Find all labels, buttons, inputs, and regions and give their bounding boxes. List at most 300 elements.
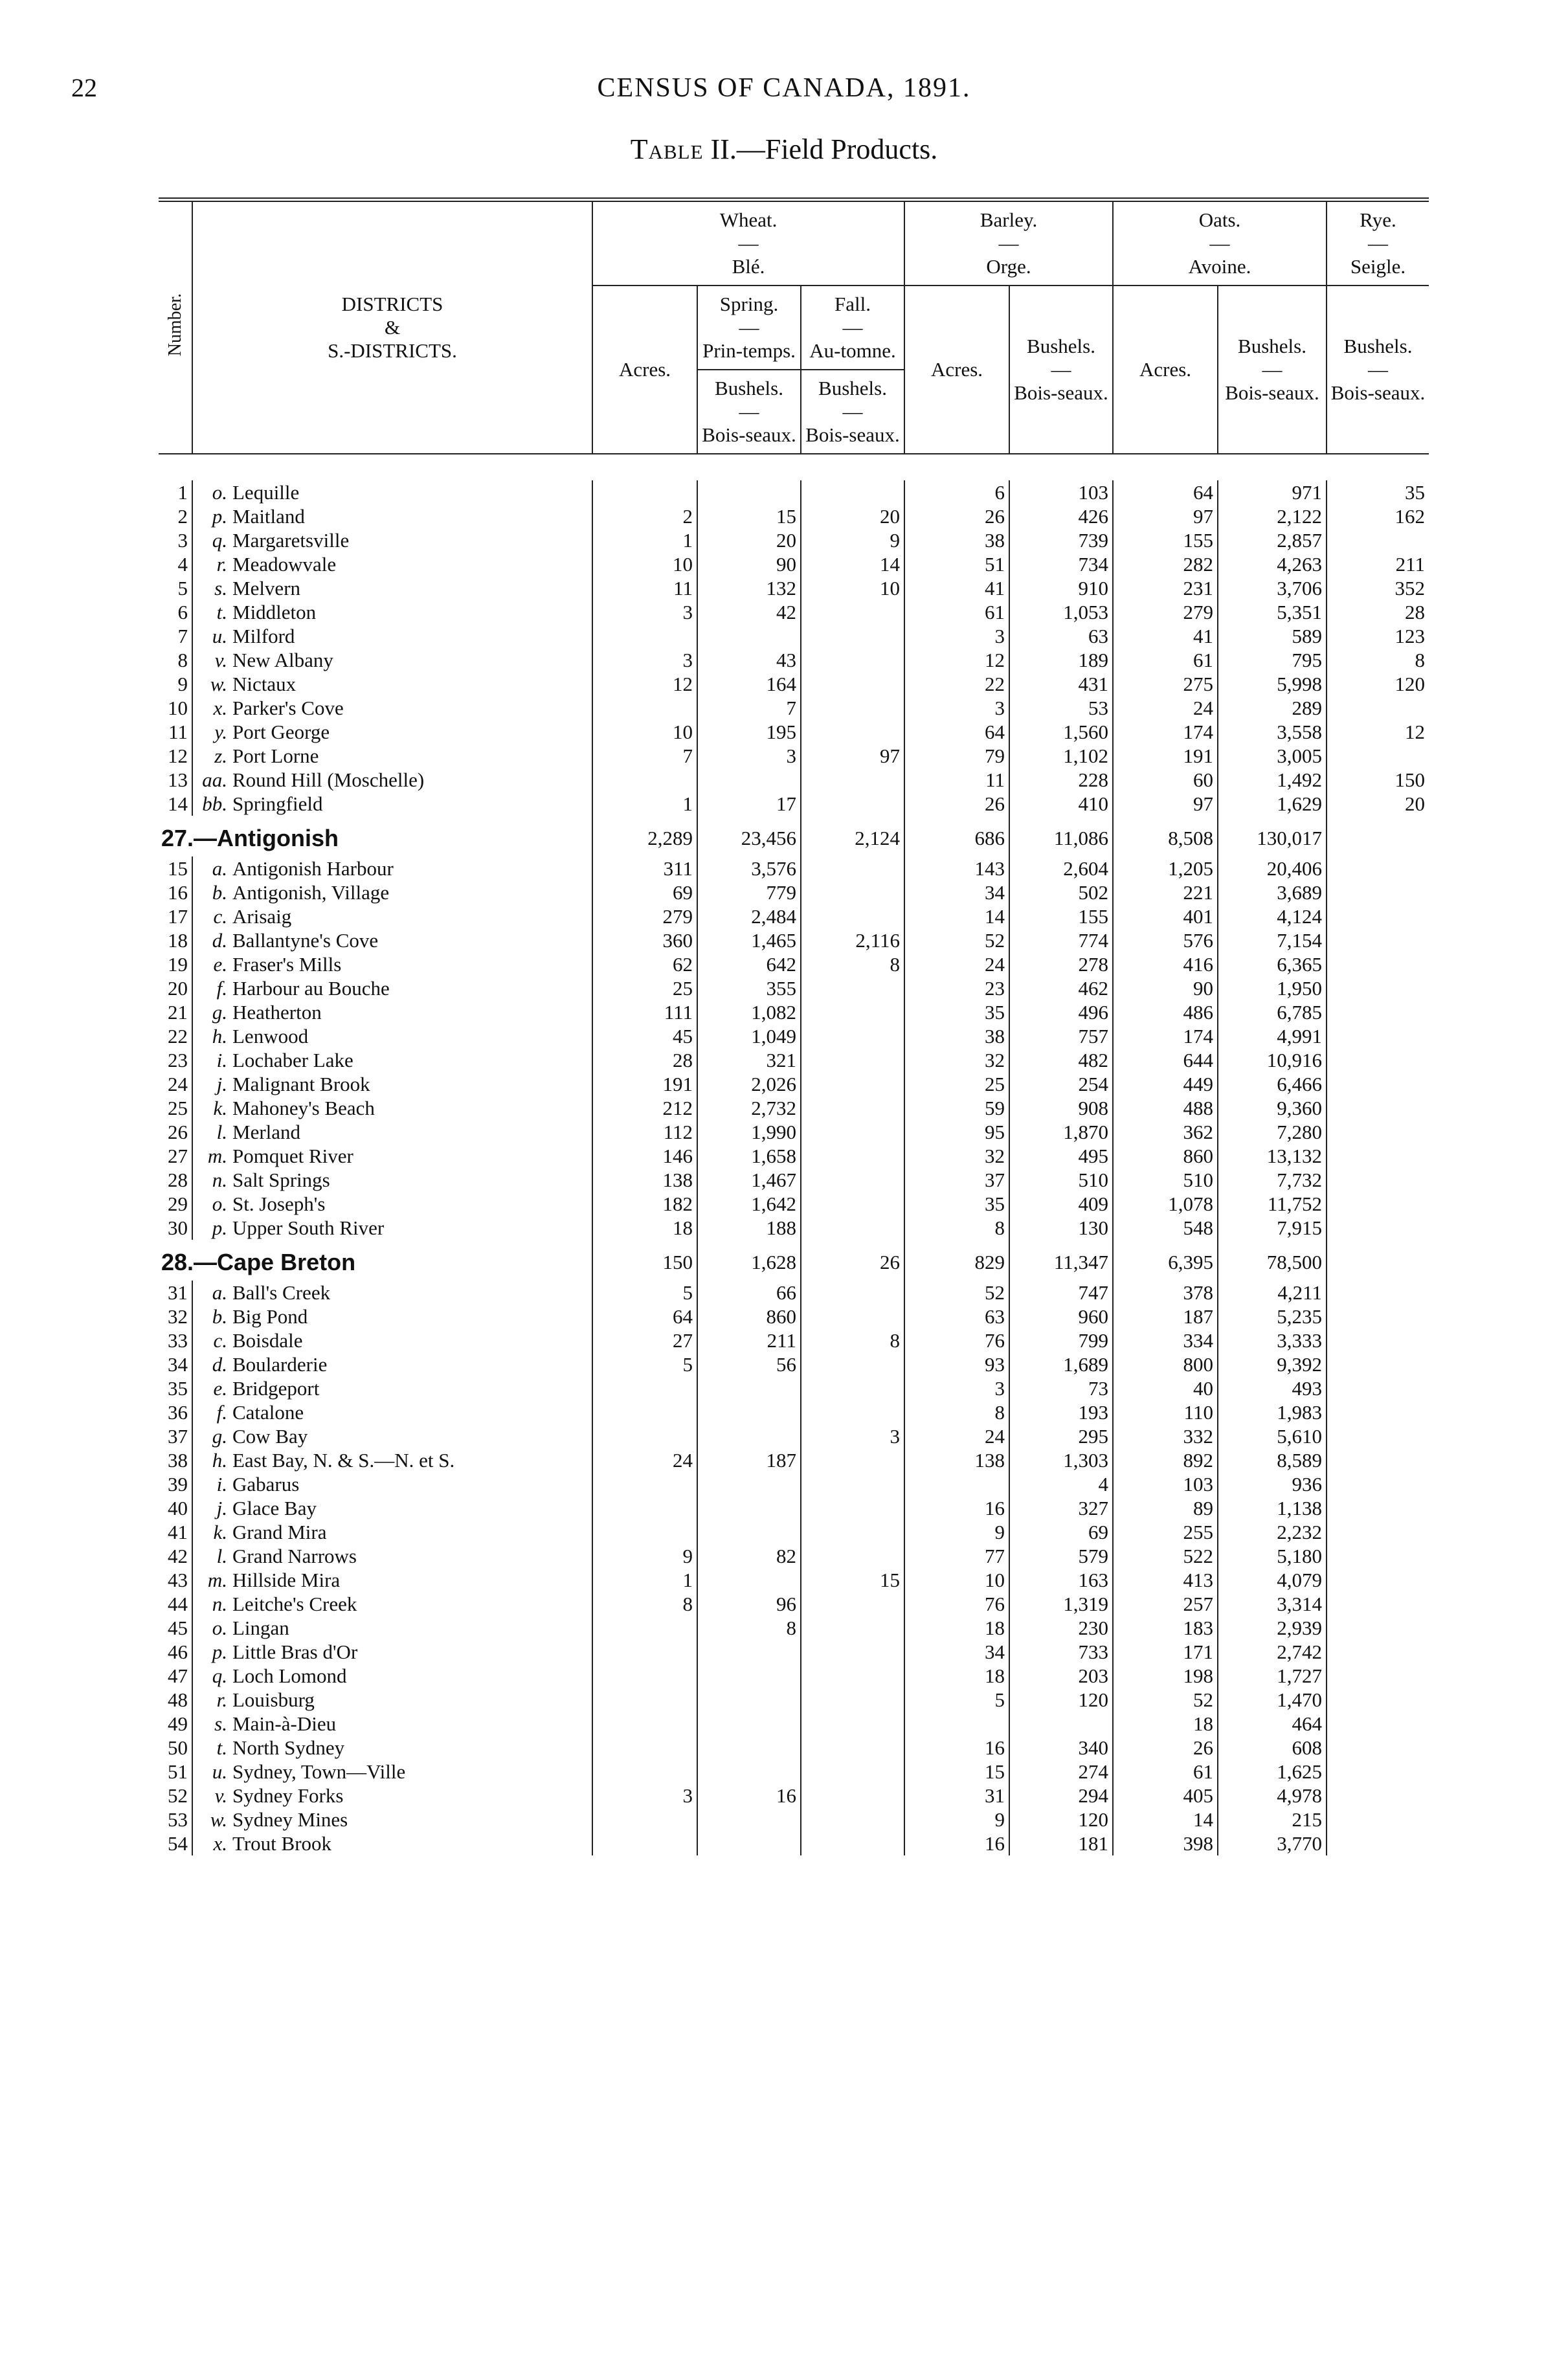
barley-bushels-cell: 278	[1009, 952, 1113, 976]
row-number: 28	[168, 1169, 188, 1191]
wheat-acres-cell: 11	[592, 576, 697, 600]
barley-bushels-cell: 11,086	[1009, 816, 1113, 857]
subdistrict-name: Ball's Creek	[232, 1281, 331, 1304]
wheat-spring-bushels-cell: 355	[697, 976, 801, 1000]
barley-acres-cell	[904, 1712, 1009, 1736]
barley-acres-cell: 93	[904, 1352, 1009, 1376]
oats-acres-cell: 97	[1113, 792, 1218, 816]
table-name: —Field Products.	[736, 133, 938, 165]
wheat-acres-cell: 18	[592, 1216, 697, 1240]
barley-bushels-cell: 2,604	[1009, 857, 1113, 880]
barley-acres-cell: 26	[904, 792, 1009, 816]
table-row	[159, 1000, 1429, 1024]
rye-bushels-cell	[1327, 1784, 1429, 1808]
wheat-fall-bushels-cell	[801, 624, 904, 648]
rye-bushels-cell	[1327, 857, 1429, 880]
wheat-acres-cell	[592, 624, 697, 648]
row-letter: b.	[192, 880, 230, 904]
barley-acres-cell: 63	[904, 1305, 1009, 1328]
wheat-spring-bushels-cell	[697, 624, 801, 648]
row-number: 11	[168, 721, 188, 743]
wheat-spring-bushels-cell	[697, 1400, 801, 1424]
wheat-fall-bushels-cell: 14	[801, 552, 904, 576]
oats-acres-cell: 488	[1113, 1096, 1218, 1120]
oats-acres-cell: 282	[1113, 552, 1218, 576]
barley-bushels-cell: 69	[1009, 1520, 1113, 1544]
wheat-fall-bushels-header: Bushels. — Bois-seaux.	[801, 370, 904, 454]
table-row	[159, 1784, 1429, 1808]
barley-acres-cell: 25	[904, 1072, 1009, 1096]
barley-bushels-cell: 228	[1009, 768, 1113, 792]
subdistrict-name: Parker's Cove	[232, 697, 344, 719]
rye-bushels-cell	[1327, 1096, 1429, 1120]
row-number: 32	[168, 1305, 188, 1328]
wheat-acres-cell: 1	[592, 528, 697, 552]
barley-bushels-cell: 1,689	[1009, 1352, 1113, 1376]
barley-acres-cell: 22	[904, 672, 1009, 696]
table-row	[159, 904, 1429, 928]
oats-acres-cell: 40	[1113, 1376, 1218, 1400]
number-column-header: Number.	[159, 200, 192, 454]
row-letter: u.	[192, 624, 230, 648]
row-number: 23	[168, 1049, 188, 1071]
rye-bushels-cell: 162	[1327, 504, 1429, 528]
row-number: 36	[168, 1401, 188, 1424]
oats-acres-cell: 255	[1113, 1520, 1218, 1544]
subdistrict-name: St. Joseph's	[232, 1193, 326, 1215]
wheat-spring-bushels-cell: 7	[697, 696, 801, 720]
barley-acres-cell: 6	[904, 480, 1009, 504]
oats-bushels-cell: 3,314	[1218, 1592, 1327, 1616]
oats-acres-cell: 221	[1113, 880, 1218, 904]
rye-bushels-cell	[1327, 1352, 1429, 1376]
row-letter: n.	[192, 1592, 230, 1616]
oats-acres-cell: 510	[1113, 1168, 1218, 1192]
wheat-fall-bushels-cell	[801, 1448, 904, 1472]
wheat-fall-bushels-cell	[801, 1712, 904, 1736]
subdistrict-name: Cow Bay	[232, 1425, 308, 1448]
row-letter: q.	[192, 1664, 230, 1688]
subdistrict-name: East Bay, N. & S.—N. et S.	[232, 1449, 455, 1472]
rye-bushels-cell	[1327, 1240, 1429, 1281]
wheat-spring-bushels-cell: 211	[697, 1328, 801, 1352]
wheat-fall-bushels-cell: 3	[801, 1424, 904, 1448]
row-letter: x.	[192, 696, 230, 720]
row-number: 54	[168, 1832, 188, 1855]
rye-bushels-cell	[1327, 1520, 1429, 1544]
oats-bushels-cell: 5,610	[1218, 1424, 1327, 1448]
rye-bushels-cell: 150	[1327, 768, 1429, 792]
oats-acres-cell: 89	[1113, 1496, 1218, 1520]
table-row	[159, 1760, 1429, 1784]
barley-acres-cell: 59	[904, 1096, 1009, 1120]
wheat-spring-bushels-cell: 1,082	[697, 1000, 801, 1024]
wheat-fall-bushels-cell	[801, 1168, 904, 1192]
rye-bushels-cell	[1327, 1000, 1429, 1024]
rye-bushels-cell	[1327, 1376, 1429, 1400]
row-number: 39	[168, 1473, 188, 1495]
row-letter: x.	[192, 1831, 230, 1855]
rye-bushels-cell	[1327, 1424, 1429, 1448]
subdistrict-name: Nictaux	[232, 673, 297, 695]
subdistrict-name: Mahoney's Beach	[232, 1097, 375, 1119]
table-row	[159, 1712, 1429, 1736]
barley-bushels-cell: 426	[1009, 504, 1113, 528]
row-number: 9	[177, 673, 188, 695]
barley-bushels-cell: 295	[1009, 1424, 1113, 1448]
subdistrict-name: Leitche's Creek	[232, 1593, 357, 1615]
subdistrict-name: Meadowvale	[232, 553, 337, 576]
wheat-spring-bushels-cell: 1,049	[697, 1024, 801, 1048]
barley-bushels-cell: 1,560	[1009, 720, 1113, 744]
wheat-fall-bushels-cell	[801, 1808, 904, 1831]
table-row	[159, 1216, 1429, 1240]
wheat-fall-bushels-cell	[801, 1305, 904, 1328]
row-number: 45	[168, 1617, 188, 1639]
barley-acres-header: Acres.	[904, 286, 1009, 454]
table-row	[159, 1024, 1429, 1048]
wheat-spring-bushels-cell: 8	[697, 1616, 801, 1640]
wheat-fall-bushels-cell	[801, 1520, 904, 1544]
barley-bushels-cell: 482	[1009, 1048, 1113, 1072]
oats-acres-cell: 486	[1113, 1000, 1218, 1024]
subdistrict-name: Sydney Mines	[232, 1808, 348, 1831]
subdistrict-name: Ballantyne's Cove	[232, 929, 379, 952]
wheat-acres-cell: 62	[592, 952, 697, 976]
row-letter: v.	[192, 648, 230, 672]
table-row	[159, 1448, 1429, 1472]
wheat-spring-bushels-cell: 3,576	[697, 857, 801, 880]
rye-bushels-cell	[1327, 1072, 1429, 1096]
oats-acres-cell: 155	[1113, 528, 1218, 552]
subdistrict-name: Gabarus	[232, 1473, 300, 1495]
wheat-acres-cell	[592, 1400, 697, 1424]
row-letter: w.	[192, 1808, 230, 1831]
barley-bushels-cell: 410	[1009, 792, 1113, 816]
table-row	[159, 720, 1429, 744]
row-letter: m.	[192, 1568, 230, 1592]
oats-bushels-cell: 13,132	[1218, 1144, 1327, 1168]
oats-bushels-cell: 4,124	[1218, 904, 1327, 928]
wheat-fall-bushels-cell: 8	[801, 952, 904, 976]
wheat-fall-bushels-cell	[801, 1664, 904, 1688]
rye-bushels-cell	[1327, 1472, 1429, 1496]
wheat-fall-bushels-cell	[801, 1784, 904, 1808]
row-letter: g.	[192, 1000, 230, 1024]
rye-bushels-cell	[1327, 1712, 1429, 1736]
wheat-spring-bushels-cell	[697, 1736, 801, 1760]
row-number: 21	[168, 1001, 188, 1024]
wheat-spring-bushels-cell: 1,990	[697, 1120, 801, 1144]
barley-acres-cell: 51	[904, 552, 1009, 576]
wheat-spring-bushels-cell: 20	[697, 528, 801, 552]
rye-bushels-cell	[1327, 928, 1429, 952]
subdistrict-name: Pomquet River	[232, 1145, 353, 1167]
wheat-spring-bushels-cell: 164	[697, 672, 801, 696]
barley-bushels-cell: 739	[1009, 528, 1113, 552]
oats-bushels-cell: 1,629	[1218, 792, 1327, 816]
barley-bushels-cell: 409	[1009, 1192, 1113, 1216]
table-row	[159, 1520, 1429, 1544]
wheat-fall-bushels-cell	[801, 1216, 904, 1240]
table-row	[159, 624, 1429, 648]
subdistrict-name: Boisdale	[232, 1329, 303, 1352]
oats-acres-cell: 64	[1113, 480, 1218, 504]
wheat-acres-cell	[592, 1424, 697, 1448]
wheat-acres-cell: 9	[592, 1544, 697, 1568]
oats-bushels-cell: 5,235	[1218, 1305, 1327, 1328]
barley-acres-cell: 18	[904, 1664, 1009, 1688]
barley-bushels-cell: 155	[1009, 904, 1113, 928]
row-number: 52	[168, 1784, 188, 1807]
table-row	[159, 880, 1429, 904]
row-letter: bb.	[192, 792, 230, 816]
wheat-fall-bushels-cell	[801, 720, 904, 744]
wheat-fall-bushels-cell	[801, 1120, 904, 1144]
rye-bushels-cell	[1327, 1448, 1429, 1472]
oats-bushels-cell: 6,365	[1218, 952, 1327, 976]
row-letter: y.	[192, 720, 230, 744]
row-letter: h.	[192, 1448, 230, 1472]
subdistrict-name: Grand Mira	[232, 1521, 327, 1543]
wheat-acres-cell: 64	[592, 1305, 697, 1328]
oats-acres-cell: 90	[1113, 976, 1218, 1000]
oats-acres-cell: 860	[1113, 1144, 1218, 1168]
table-row	[159, 952, 1429, 976]
wheat-acres-cell	[592, 1616, 697, 1640]
wheat-acres-cell: 5	[592, 1352, 697, 1376]
wheat-fall-bushels-cell	[801, 1496, 904, 1520]
oats-acres-cell: 174	[1113, 720, 1218, 744]
wheat-acres-cell: 3	[592, 648, 697, 672]
barley-acres-cell: 15	[904, 1760, 1009, 1784]
barley-acres-cell	[904, 1472, 1009, 1496]
barley-bushels-cell: 189	[1009, 648, 1113, 672]
barley-acres-cell: 686	[904, 816, 1009, 857]
barley-bushels-cell: 910	[1009, 576, 1113, 600]
row-number: 8	[177, 649, 188, 671]
wheat-spring-bushels-cell: 90	[697, 552, 801, 576]
oats-bushels-cell: 608	[1218, 1736, 1327, 1760]
wheat-spring-bushels-cell: 96	[697, 1592, 801, 1616]
oats-acres-cell: 14	[1113, 1808, 1218, 1831]
oats-acres-cell: 257	[1113, 1592, 1218, 1616]
wheat-header: Wheat. — Blé.	[592, 200, 904, 286]
subdistrict-name: Melvern	[232, 577, 301, 599]
table-number: II.	[710, 133, 737, 165]
row-letter: k.	[192, 1096, 230, 1120]
subdistrict-name: Loch Lomond	[232, 1664, 347, 1687]
wheat-spring-bushels-cell: 195	[697, 720, 801, 744]
table-row	[159, 1400, 1429, 1424]
oats-acres-cell: 1,078	[1113, 1192, 1218, 1216]
table-row	[159, 1688, 1429, 1712]
oats-acres-cell: 183	[1113, 1616, 1218, 1640]
rye-bushels-cell	[1327, 1328, 1429, 1352]
rye-bushels-cell	[1327, 1400, 1429, 1424]
oats-bushels-cell: 936	[1218, 1472, 1327, 1496]
barley-acres-cell: 11	[904, 768, 1009, 792]
wheat-fall-bushels-cell	[801, 1000, 904, 1024]
table-row	[159, 1496, 1429, 1520]
subdistrict-name: Merland	[232, 1121, 301, 1143]
wheat-spring-bushels-cell: 82	[697, 1544, 801, 1568]
subdistrict-name: New Albany	[232, 649, 333, 671]
barley-acres-cell: 5	[904, 1688, 1009, 1712]
barley-bushels-cell: 757	[1009, 1024, 1113, 1048]
district-row	[159, 816, 1429, 857]
row-number: 25	[168, 1097, 188, 1119]
rye-bushels-cell	[1327, 528, 1429, 552]
wheat-spring-bushels-cell: 17	[697, 792, 801, 816]
table-row	[159, 1096, 1429, 1120]
subdistrict-name: Antigonish Harbour	[232, 857, 394, 880]
wheat-spring-bushels-cell: 1,658	[697, 1144, 801, 1168]
row-letter: m.	[192, 1144, 230, 1168]
table-row	[159, 1192, 1429, 1216]
rye-bushels-cell: 12	[1327, 720, 1429, 744]
table-row	[159, 744, 1429, 768]
row-letter: o.	[192, 480, 230, 504]
oats-acres-cell: 378	[1113, 1281, 1218, 1305]
wheat-acres-cell: 3	[592, 1784, 697, 1808]
wheat-spring-bushels-cell: 779	[697, 880, 801, 904]
table-row	[159, 672, 1429, 696]
row-letter: t.	[192, 1736, 230, 1760]
wheat-acres-cell	[592, 1736, 697, 1760]
oats-bushels-cell: 1,625	[1218, 1760, 1327, 1784]
rye-bushels-cell	[1327, 976, 1429, 1000]
subdistrict-name: Main-à-Dieu	[232, 1712, 337, 1735]
barley-acres-cell: 52	[904, 928, 1009, 952]
oats-bushels-cell: 4,263	[1218, 552, 1327, 576]
barley-bushels-cell: 274	[1009, 1760, 1113, 1784]
wheat-spring-bushels-cell: 642	[697, 952, 801, 976]
oats-bushels-cell: 2,232	[1218, 1520, 1327, 1544]
oats-acres-cell: 413	[1113, 1568, 1218, 1592]
oats-bushels-cell: 5,998	[1218, 672, 1327, 696]
wheat-fall-bushels-cell: 15	[801, 1568, 904, 1592]
row-letter: c.	[192, 1328, 230, 1352]
oats-bushels-cell: 2,939	[1218, 1616, 1327, 1640]
wheat-fall-bushels-cell: 97	[801, 744, 904, 768]
row-number: 2	[177, 505, 188, 528]
wheat-fall-bushels-cell: 9	[801, 528, 904, 552]
barley-bushels-cell: 1,053	[1009, 600, 1113, 624]
wheat-fall-bushels-cell	[801, 1592, 904, 1616]
oats-bushels-cell: 5,351	[1218, 600, 1327, 624]
barley-bushels-cell: 193	[1009, 1400, 1113, 1424]
oats-bushels-cell: 795	[1218, 648, 1327, 672]
barley-bushels-cell: 579	[1009, 1544, 1113, 1568]
barley-bushels-cell: 1,303	[1009, 1448, 1113, 1472]
row-number: 12	[168, 745, 188, 767]
oats-bushels-cell: 3,005	[1218, 744, 1327, 768]
oats-acres-cell: 362	[1113, 1120, 1218, 1144]
row-letter: v.	[192, 1784, 230, 1808]
wheat-acres-cell: 111	[592, 1000, 697, 1024]
wheat-fall-bushels-cell	[801, 1281, 904, 1305]
barley-acres-cell: 9	[904, 1808, 1009, 1831]
barley-acres-cell: 8	[904, 1400, 1009, 1424]
rye-header: Rye. — Seigle.	[1327, 200, 1429, 286]
oats-bushels-cell: 1,950	[1218, 976, 1327, 1000]
row-letter: aa.	[192, 768, 230, 792]
wheat-spring-bushels-cell: 66	[697, 1281, 801, 1305]
oats-acres-cell: 187	[1113, 1305, 1218, 1328]
table-row	[159, 1640, 1429, 1664]
oats-acres-cell: 892	[1113, 1448, 1218, 1472]
rye-bushels-cell	[1327, 952, 1429, 976]
wheat-fall-bushels-cell	[801, 1831, 904, 1855]
barley-acres-cell: 34	[904, 1640, 1009, 1664]
wheat-fall-bushels-cell: 10	[801, 576, 904, 600]
wheat-acres-cell: 112	[592, 1120, 697, 1144]
wheat-spring-bushels-cell: 2,026	[697, 1072, 801, 1096]
row-number: 26	[168, 1121, 188, 1143]
rye-bushels-cell: 120	[1327, 672, 1429, 696]
wheat-acres-header: Acres.	[592, 286, 697, 454]
barley-acres-cell: 8	[904, 1216, 1009, 1240]
wheat-fall-bushels-cell: 2,124	[801, 816, 904, 857]
barley-acres-cell: 3	[904, 696, 1009, 720]
oats-bushels-cell: 3,689	[1218, 880, 1327, 904]
subdistrict-name: Sydney Forks	[232, 1784, 344, 1807]
wheat-acres-cell: 146	[592, 1144, 697, 1168]
wheat-fall-bushels-cell	[801, 976, 904, 1000]
wheat-spring-bushels-cell	[697, 1664, 801, 1688]
oats-acres-cell: 401	[1113, 904, 1218, 928]
wheat-spring-bushels-cell: 3	[697, 744, 801, 768]
barley-acres-cell: 18	[904, 1616, 1009, 1640]
rye-bushels-cell	[1327, 1496, 1429, 1520]
barley-bushels-cell: 340	[1009, 1736, 1113, 1760]
rye-bushels-cell	[1327, 1831, 1429, 1855]
wheat-spring-bushels-cell: 1,628	[697, 1240, 801, 1281]
oats-bushels-cell: 2,122	[1218, 504, 1327, 528]
row-letter: a.	[192, 1281, 230, 1305]
rye-bushels-cell: 20	[1327, 792, 1429, 816]
table-row	[159, 1120, 1429, 1144]
wheat-spring-bushels-cell	[697, 1424, 801, 1448]
table-row	[159, 480, 1429, 504]
wheat-acres-cell	[592, 1831, 697, 1855]
barley-bushels-cell: 495	[1009, 1144, 1113, 1168]
row-letter: b.	[192, 1305, 230, 1328]
wheat-acres-cell: 5	[592, 1281, 697, 1305]
wheat-spring-bushels-cell	[697, 1496, 801, 1520]
oats-bushels-cell: 5,180	[1218, 1544, 1327, 1568]
oats-bushels-cell: 4,211	[1218, 1281, 1327, 1305]
wheat-acres-cell: 69	[592, 880, 697, 904]
table-row	[159, 552, 1429, 576]
wheat-fall-bushels-cell	[801, 792, 904, 816]
barley-acres-cell: 23	[904, 976, 1009, 1000]
wheat-acres-cell: 10	[592, 552, 697, 576]
table-row	[159, 1424, 1429, 1448]
row-letter: g.	[192, 1424, 230, 1448]
subdistrict-name: Harbour au Bouche	[232, 977, 390, 1000]
rye-bushels-cell	[1327, 696, 1429, 720]
subdistrict-name: Lenwood	[232, 1025, 309, 1047]
oats-bushels-cell: 1,138	[1218, 1496, 1327, 1520]
barley-acres-cell: 38	[904, 528, 1009, 552]
barley-acres-cell: 76	[904, 1592, 1009, 1616]
wheat-acres-cell: 3	[592, 600, 697, 624]
row-number: 10	[168, 697, 188, 719]
oats-bushels-cell: 3,333	[1218, 1328, 1327, 1352]
rye-bushels-cell: 123	[1327, 624, 1429, 648]
